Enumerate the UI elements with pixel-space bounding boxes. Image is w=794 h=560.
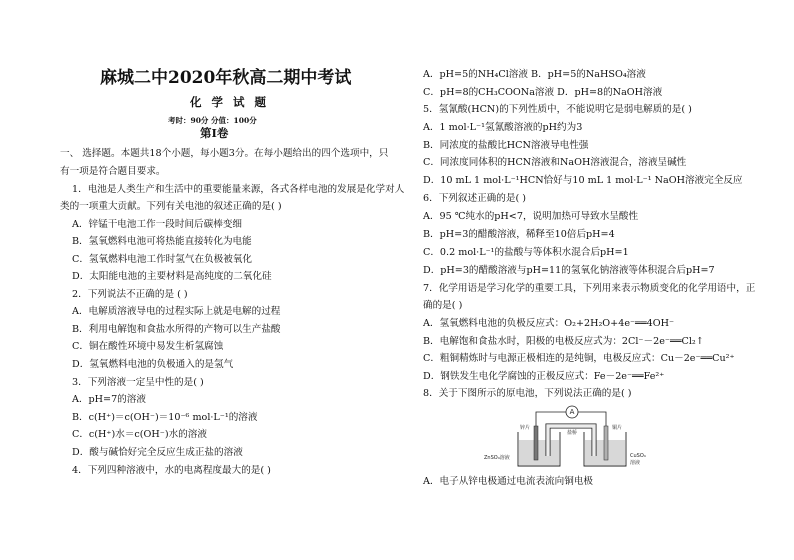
- q7-stem-line-1: 7．化学用语是学习化学的重要工具，下列用来表示物质变化的化学用语中，正: [423, 283, 756, 294]
- cuso4-label: CuSO₄: [630, 453, 646, 459]
- q6-option-c: C．0.2 mol·L⁻¹的盐酸与等体积水混合后pH=1: [423, 247, 629, 258]
- q5-option-a: A．1 mol·L⁻¹氢氰酸溶液的pH约为3: [423, 122, 583, 133]
- q1-option-d: D．太阳能电池的主要材料是高纯度的二氧化硅: [72, 271, 272, 282]
- q1-stem-line-2: 类的一项重大贡献。下列有关电池的叙述正确的是( ): [60, 201, 282, 212]
- q2-option-a: A．电解质溶液导电的过程实际上就是电解的过程: [72, 306, 281, 317]
- q2-option-c: C．铜在酸性环境中易发生析氢腐蚀: [72, 341, 224, 352]
- q2-option-d: D．氢氧燃料电池的负极通入的是氢气: [72, 359, 234, 370]
- salt-bridge-label: 盐桥: [567, 430, 578, 436]
- volume-heading: 第Ⅰ卷: [200, 126, 229, 140]
- q7-option-a: A．氢氧燃料电池的负极反应式：O₂+2H₂O+4e⁻══4OH⁻: [423, 318, 675, 329]
- q7-stem-line-2: 确的是( ): [423, 300, 463, 311]
- ammeter-label: A: [569, 408, 575, 416]
- exam-meta: 考时：90分 分值：100分: [168, 116, 257, 125]
- zinc-electrode: [534, 426, 538, 460]
- q1-option-a: A．锌锰干电池工作一段时间后碳棒变细: [72, 219, 243, 230]
- q2-option-b: B．利用电解饱和食盐水所得的产物可以生产盐酸: [72, 324, 281, 335]
- q8-option-a: A．电子从锌电极通过电流表流向铜电极: [423, 476, 594, 487]
- znso4-solution: [519, 440, 559, 465]
- q6-option-d: D．pH=3的醋酸溶液与pH=11的氢氧化钠溶液等体积混合后pH=7: [423, 265, 715, 276]
- exam-title: 麻城二中2020年秋高二期中考试: [100, 68, 352, 88]
- section-intro-line-2: 有一项是符合题目要求。: [60, 166, 166, 177]
- q8-stem: 8．关于下图所示的原电池，下列说法正确的是( ): [423, 388, 632, 399]
- subject-title: 化 学 试 题: [190, 95, 270, 109]
- q4-options-ab: A．pH=5的NH₄Cl溶液 B．pH=5的NaHSO₄溶液: [423, 69, 646, 80]
- q3-stem: 3．下列溶液一定呈中性的是( ): [72, 377, 204, 388]
- q2-stem: 2．下列说法不正确的是 ( ): [72, 289, 188, 300]
- zinc-label: 锌片: [520, 425, 531, 431]
- q7-option-b: B．电解饱和食盐水时，阳极的电极反应式为：2Cl⁻－2e⁻══Cl₂↑: [423, 336, 704, 347]
- q5-stem: 5．氢氰酸(HCN)的下列性质中，不能说明它是弱电解质的是( ): [423, 104, 692, 115]
- section-intro-line-1: 一、 选择题。本题共18个小题，每小题3分。在每小题给出的四个选项中，只: [60, 148, 389, 159]
- q6-stem: 6．下列叙述正确的是( ): [423, 193, 526, 204]
- cuso4-label-2: 溶液: [630, 460, 641, 466]
- galvanic-cell-diagram: [480, 404, 660, 472]
- q4-stem: 4．下列四种溶液中，水的电离程度最大的是( ): [72, 465, 271, 476]
- q5-option-c: C．同浓度同体积的HCN溶液和NaOH溶液混合，溶液呈碱性: [423, 157, 687, 168]
- q3-option-b: B．c(H⁺)＝c(OH⁻)＝10⁻⁶ mol·L⁻¹的溶液: [72, 412, 258, 423]
- q3-option-c: C．c(H⁺)水＝c(OH⁻)水的溶液: [72, 429, 207, 440]
- q5-option-d: D．10 mL 1 mol·L⁻¹HCN恰好与10 mL 1 mol·L⁻¹ NaOH溶液完全反应: [423, 175, 743, 186]
- q1-option-b: B．氢氧燃料电池可将热能直接转化为电能: [72, 236, 252, 247]
- q4-options-cd: C．pH=8的CH₃COONa溶液 D．pH=8的NaOH溶液: [423, 87, 663, 98]
- q3-option-d: D．酸与碱恰好完全反应生成正盐的溶液: [72, 447, 243, 458]
- copper-label: 铜片: [612, 425, 623, 431]
- q3-option-a: A．pH=7的溶液: [72, 394, 146, 405]
- copper-electrode: [604, 426, 608, 460]
- q6-option-a: A．95 ℃纯水的pH<7，说明加热可导致水呈酸性: [423, 211, 639, 222]
- q7-option-d: D．钢铁发生电化学腐蚀的正极反应式：Fe－2e⁻══Fe²⁺: [423, 371, 665, 382]
- q7-option-c: C．粗铜精炼时与电源正极相连的是纯铜，电极反应式：Cu－2e⁻══Cu²⁺: [423, 353, 735, 364]
- znso4-label: ZnSO₄溶液: [484, 455, 510, 461]
- q6-option-b: B．pH=3的醋酸溶液，稀释至10倍后pH=4: [423, 229, 615, 240]
- q1-stem-line-1: 1．电池是人类生产和生活中的重要能量来源，各式各样电池的发展是化学对人: [72, 184, 405, 195]
- q1-option-c: C．氢氧燃料电池工作时氢气在负极被氧化: [72, 254, 253, 265]
- q5-option-b: B．同浓度的盐酸比HCN溶液导电性强: [423, 140, 589, 151]
